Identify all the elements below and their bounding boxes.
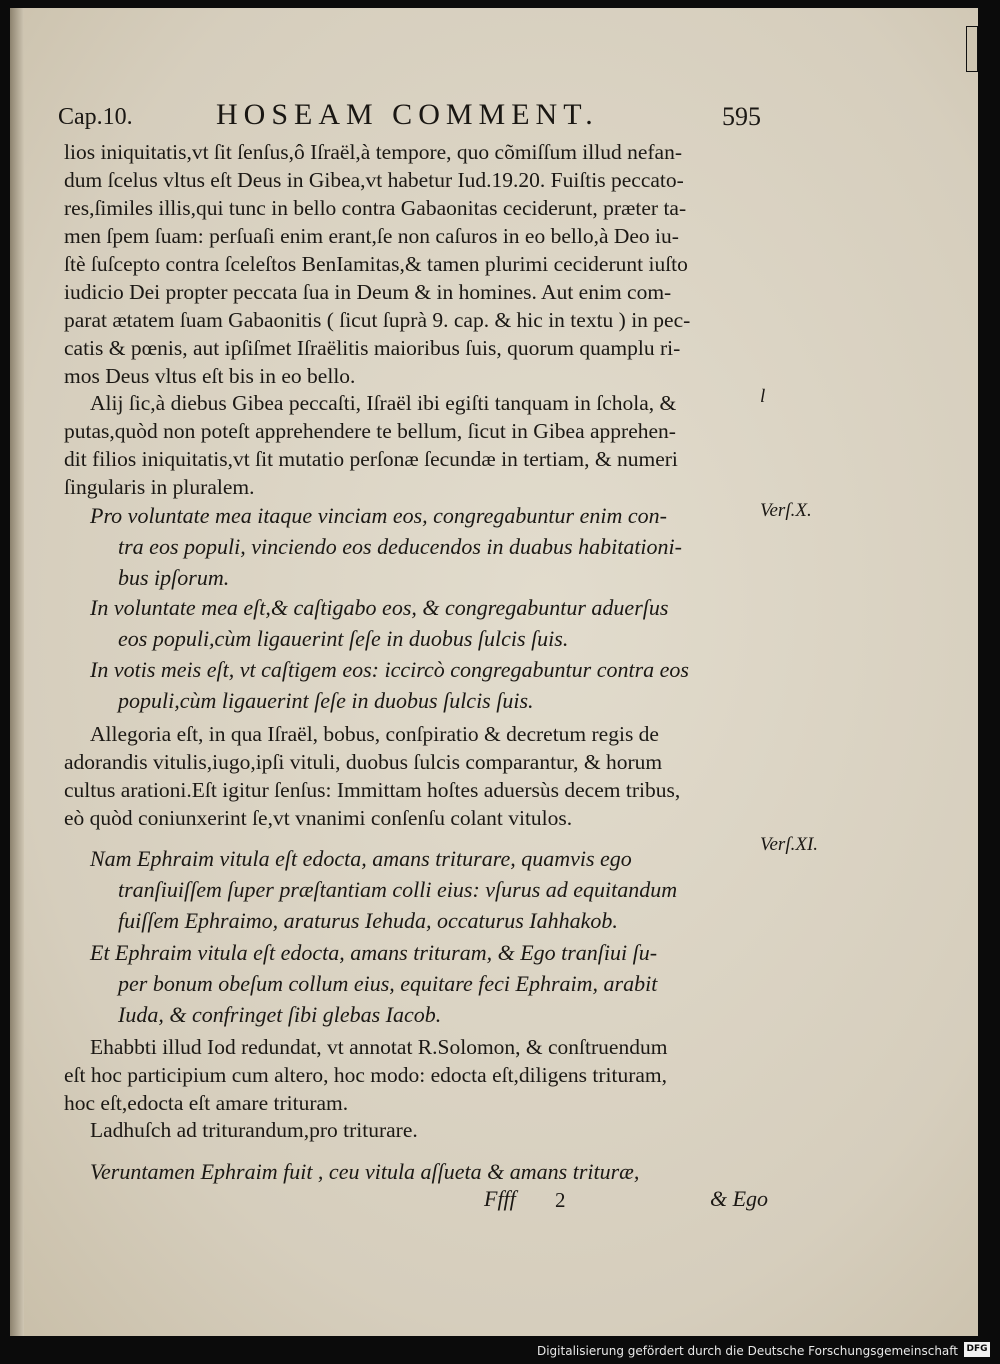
text-line: hoc eſt,edocta eſt amare trituram. [64,1091,349,1115]
text-line: adorandis vitulis,iugo,ipſi vituli, duobus ſulcis comparantur, & horum [64,750,663,774]
page-binding-edge [10,8,24,1336]
text-line: Allegoria eſt, in qua Iſraël, bobus, conſpiratio & decretum regis de [90,722,659,746]
book-page [10,8,978,1336]
paragraph-commentary-5 [64,1116,779,1144]
running-title: HOSEAM COMMENT. [216,98,599,131]
text-line: dum ſcelus vltus eſt Deus in Gibea,vt habetur Iud.19.20. Fuiſtis peccato- [64,168,684,192]
text-line: dit filios iniquitatis,vt ſit mutatio perſonæ ſecundæ in tertiam, & numeri [64,447,678,471]
page-number: 595 [722,102,761,131]
verse-line: Nam Ephraim vitula eſt edocta, amans triturare, quamvis ego [90,846,632,871]
text-line: parat ætatem ſuam Gabaonitis ( ſicut ſuprà 9. cap. & hic in textu ) in pec- [64,308,691,332]
paragraph-commentary-2 [64,389,779,501]
margin-note-verse-10: Verſ.X. [760,500,812,521]
text-line: iudicio Dei propter peccata ſua in Deum & in homines. Aut enim com- [64,280,672,304]
text-line: Ladhuſch ad triturandum,pro triturare. [90,1118,418,1142]
verse-11-translation-c [64,1156,779,1187]
paragraph-commentary-3 [64,720,779,832]
paragraph-commentary-1 [64,138,779,390]
verse-10-translation-c [64,654,779,716]
verse-line: bus ipſorum. [118,565,230,590]
page-marker [966,26,978,72]
text-line: mos Deus vltus eſt bis in eo bello. [64,364,356,388]
margin-note-mark: l [760,386,766,407]
chapter-label: Cap.10. [58,104,133,130]
verse-line: per bonum obeſum collum eius, equitare feci Ephraim, arabit [118,971,658,996]
funding-credit: Digitalisierung gefördert durch die Deutsche Forschungsgemeinschaft [536,1344,958,1358]
verse-line: fuiſſem Ephraimo, araturus Iehuda, occaturus Iahhakob. [118,908,618,933]
signature-number: 2 [555,1188,566,1212]
digitization-footer [0,1336,1000,1364]
margin-note-verse-11: Verſ.XI. [760,834,819,855]
text-line: ſtè ſuſcepto contra ſceleſtos BenIamitas,& tamen plurimi ceciderunt iuſto [64,252,688,276]
verse-line: Pro voluntate mea itaque vinciam eos, congregabuntur enim con- [90,503,667,528]
text-line: lios iniquitatis,vt ſit ſenſus,ô Iſraël,à tempore, quo cõmiſſum illud nefan- [64,140,683,164]
verse-line: Veruntamen Ephraim fuit , ceu vitula aſſueta & amans trituræ, [90,1159,640,1184]
text-line: Ehabbti illud Iod redundat, vt annotat R.Solomon, & conſtruendum [90,1035,668,1059]
text-line: res,ſimiles illis,qui tunc in bello contra Gabaonitas ceciderunt, præter ta- [64,196,687,220]
text-line: putas,quòd non poteſt apprehendere te bellum, ſicut in Gibea apprehen- [64,419,676,443]
verse-10-translation-a [64,500,779,593]
verse-line: populi,cùm ligauerint ſeſe in duobus ſulcis ſuis. [118,688,534,713]
verse-line: tra eos populi, vinciendo eos deducendos in duabus habitationi- [118,534,682,559]
running-header [58,98,778,138]
text-line: eò quòd coniunxerint ſe,vt vnanimi conſenſu colant vitulos. [64,806,573,830]
verse-line: In votis meis eſt, vt caſtigem eos: iccircò congregabuntur contra eos [90,657,689,682]
dfg-logo-icon: DFG [964,1342,990,1357]
text-line: eſt hoc participium cum altero, hoc modo: edocta eſt,diligens trituram, [64,1063,668,1087]
verse-line: Iuda, & confringet ſibi glebas Iacob. [118,1002,442,1027]
text-line: men ſpem ſuam: perſuaſi enim erant,ſe non caſuros in eo bello,à Deo iu- [64,224,679,248]
verse-line: tranſiuiſſem ſuper præſtantiam colli eius: vſurus ad equitandum [118,877,678,902]
printer-signature: Ffff [484,1186,516,1211]
verse-11-translation-a [64,843,779,936]
catchword: & Ego [710,1186,769,1211]
verse-line: eos populi,cùm ligauerint ſeſe in duobus ſulcis ſuis. [118,626,569,651]
verse-11-translation-b [64,937,779,1030]
paragraph-commentary-4 [64,1033,779,1117]
text-line: cultus arationi.Eſt igitur ſenſus: Immittam hoſtes aduersùs decem tribus, [64,778,681,802]
verse-line: In voluntate mea eſt,& caſtigabo eos, & congregabuntur aduerſus [90,595,669,620]
text-line: ſingularis in pluralem. [64,475,255,499]
verse-10-translation-b [64,592,779,654]
verse-line: Et Ephraim vitula eſt edocta, amans trituram, & Ego tranſiui ſu- [90,940,658,965]
text-line: catis & pœnis, aut ipſiſmet Iſraëlitis maioribus ſuis, quorum quamplu ri- [64,336,681,360]
text-line: Alij ſic,à diebus Gibea peccaſti, Iſraël ibi egiſti tanquam in ſchola, & [90,391,677,415]
